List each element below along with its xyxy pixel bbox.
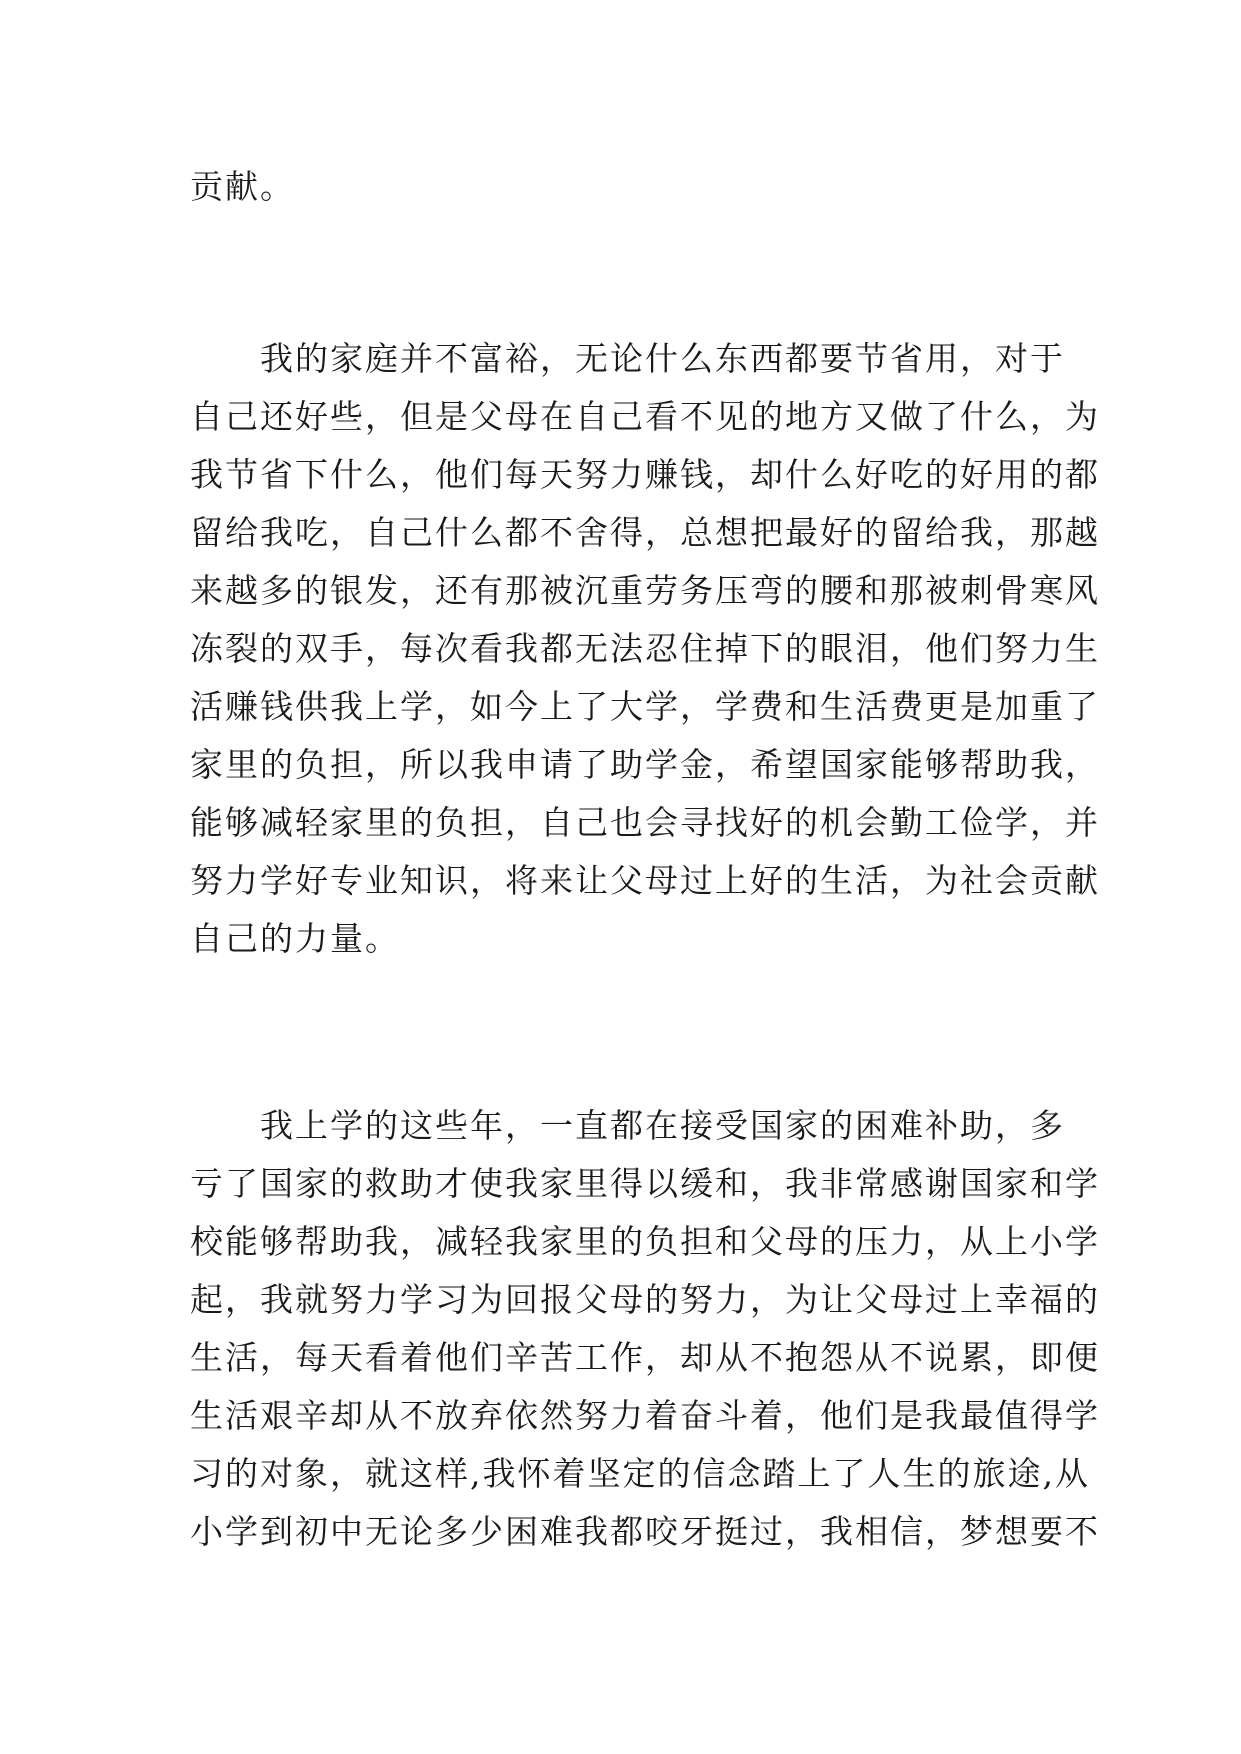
text-line: 校能够帮助我，减轻我家里的负担和父母的压力，从上小学 [190,1222,1100,1261]
text-line: 习的对象，就这样,我怀着坚定的信念踏上了人生的旅途,从 [190,1454,1090,1493]
text-line: 冻裂的双手，每次看我都无法忍住掉下的眼泪，他们努力生 [190,629,1100,668]
text-line: 起，我就努力学习为回报父母的努力，为让父母过上幸福的 [190,1280,1100,1319]
paragraph-continuation [190,158,1070,216]
text-line: 努力学好专业知识，将来让父母过上好的生活，为社会贡献 [190,861,1100,900]
text-line: 我节省下什么，他们每天努力赚钱，却什么好吃的好用的都 [190,455,1100,494]
text-line: 生活艰辛却从不放弃依然努力着奋斗着，他们是我最值得学 [190,1396,1100,1435]
text-line: 我上学的这些年，一直都在接受国家的困难补助，多 [190,1106,1065,1145]
paragraph-family-background [190,330,1100,968]
text-line: 小学到初中无论多少困难我都咬牙挺过，我相信，梦想要不 [190,1512,1100,1551]
text-line: 留给我吃，自己什么都不舍得，总想把最好的留给我，那越 [190,513,1100,552]
text-line: 我的家庭并不富裕，无论什么东西都要节省用，对于 [190,339,1065,378]
text-line: 亏了国家的救助才使我家里得以缓和，我非常感谢国家和学 [190,1164,1100,1203]
text-line: 来越多的银发，还有那被沉重劳务压弯的腰和那被刺骨寒风 [190,571,1100,610]
text-line: 家里的负担，所以我申请了助学金，希望国家能够帮助我， [190,745,1100,784]
text-line: 活赚钱供我上学，如今上了大学，学费和生活费更是加重了 [190,687,1100,726]
text-line: 能够减轻家里的负担，自己也会寻找好的机会勤工俭学，并 [190,803,1100,842]
text-line: 自己的力量。 [190,919,400,958]
text-line: 生活，每天看着他们辛苦工作，却从不抱怨从不说累，即便 [190,1338,1100,1377]
text-line: 自己还好些，但是父母在自己看不见的地方又做了什么，为 [190,397,1100,436]
text-line: 贡献。 [190,167,295,206]
paragraph-school-years [190,1097,1100,1561]
